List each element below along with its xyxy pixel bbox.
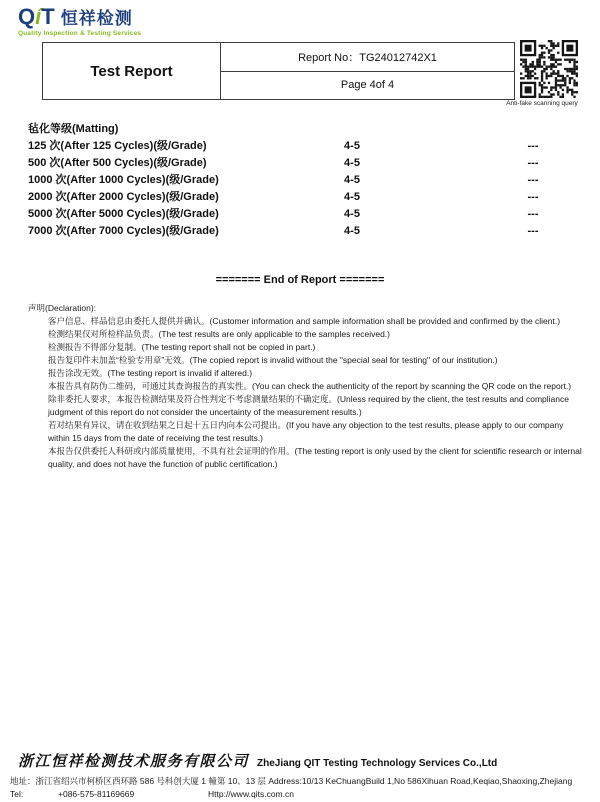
declaration-section — [28, 302, 586, 471]
result-row — [0, 223, 600, 240]
result-row — [0, 189, 600, 206]
company-logo — [18, 4, 141, 37]
end-of-report: ======= End of Report ======= — [215, 274, 385, 286]
result-value: 4-5 — [344, 140, 360, 152]
result-label: 125 次(After 125 Cycles)(级/Grade) — [28, 140, 207, 152]
result-label: 5000 次(After 5000 Cycles)(级/Grade) — [28, 208, 219, 220]
result-row — [0, 172, 600, 189]
footer-company-cn: 浙江恒祥检测技术服务有限公司 — [18, 752, 250, 770]
declaration-item: 若对结果有异议，请在收到结果之日起十五日内向本公司提出。(If you have any objection to the test results, please apply to our company within 15 days from the date of receiving the test results.) — [48, 420, 564, 443]
results-table — [0, 121, 600, 240]
result-value: 4-5 — [344, 191, 360, 203]
declaration-title: 声明(Declaration): — [28, 303, 97, 313]
result-remark: --- — [527, 140, 539, 152]
result-remark: --- — [527, 208, 539, 220]
declaration-item: 报告复印件未加盖“检验专用章”无效。(The copied report is invalid without the "special seal for testing" of our institution.) — [48, 355, 498, 365]
declaration-item: 报告涂改无效。(The testing report is invalid if altered.) — [48, 368, 253, 378]
footer-company-en: ZheJiang QIT Testing Technology Services Co.,Ltd — [257, 758, 498, 769]
report-number: Report No：TG24012742X1 — [221, 43, 514, 72]
result-value: 4-5 — [344, 225, 360, 237]
result-label: 1000 次(After 1000 Cycles)(级/Grade) — [28, 174, 219, 186]
result-row — [0, 206, 600, 223]
result-remark: --- — [527, 174, 539, 186]
footer — [10, 750, 596, 799]
declaration-item: 检测结果仅对所检样品负责。(The test results are only applicable to the samples received.) — [48, 329, 391, 339]
result-row — [0, 138, 600, 155]
result-value: 4-5 — [344, 157, 360, 169]
result-value: 4-5 — [344, 174, 360, 186]
footer-website-url: Http://www.qits.com.cn — [208, 789, 294, 799]
logo-company-cn: 恒祥检测 — [60, 9, 133, 28]
footer-address: 地址：浙江省绍兴市柯桥区西环路 586 号科创大厦 1 幢第 10、13 层 Address:10/13 KeChuangBuild 1,No 586Xihuan Road,Keqiao,Shaoxing,Zhejiang — [10, 776, 573, 786]
logo-leaf-accent: í — [35, 4, 42, 29]
result-remark: --- — [527, 191, 539, 203]
result-remark: --- — [527, 225, 539, 237]
report-title: Test Report — [43, 43, 221, 99]
logo-qit-letters: QíT — [18, 4, 55, 29]
result-remark: --- — [527, 157, 539, 169]
qr-caption: Anti-fake scanning query — [506, 100, 578, 107]
result-label: 2000 次(After 2000 Cycles)(级/Grade) — [28, 191, 219, 203]
logo-tagline: Quality Inspection & Testing Services — [18, 30, 142, 37]
results-section-title: 毡化等级(Matting) — [28, 123, 119, 135]
footer-tel-label: Tel: — [10, 789, 24, 799]
declaration-item: 检测报告不得部分复制。(The testing report shall not be copied in part.) — [48, 342, 316, 352]
declaration-item: 客户信息、样品信息由委托人提供并确认。(Customer information and sample information shall be provided and confirmed by the client.) — [48, 316, 561, 326]
footer-tel-number: +086-575-81169669 — [58, 789, 135, 799]
qr-code — [520, 40, 578, 98]
page-indicator: Page 4of 4 — [340, 79, 395, 92]
declaration-item: 本报告仅供委托人科研或内部质量使用，不具有社会证明的作用。(The testing report is only used by the client for scientific research or internal quality, and does not have the function of public certification.) — [48, 446, 582, 469]
footer-tel-line — [10, 789, 596, 799]
declaration-item: 本报告具有防伪二维码，可通过其查询报告的真实性。(You can check the authenticity of the report by scanning the QR code on the report.) — [48, 381, 572, 391]
result-label: 500 次(After 500 Cycles)(级/Grade) — [28, 157, 207, 169]
result-value: 4-5 — [344, 208, 360, 220]
result-row — [0, 155, 600, 172]
result-label: 7000 次(After 7000 Cycles)(级/Grade) — [28, 225, 219, 237]
report-header-table — [42, 42, 515, 100]
declaration-item: 除非委托人要求，本报告检测结果及符合性判定不考虑测量结果的不确定度。(Unless required by the client, the test results and compliance judgment of this report do not consider the uncertainty of the measurement results.) — [48, 394, 569, 417]
